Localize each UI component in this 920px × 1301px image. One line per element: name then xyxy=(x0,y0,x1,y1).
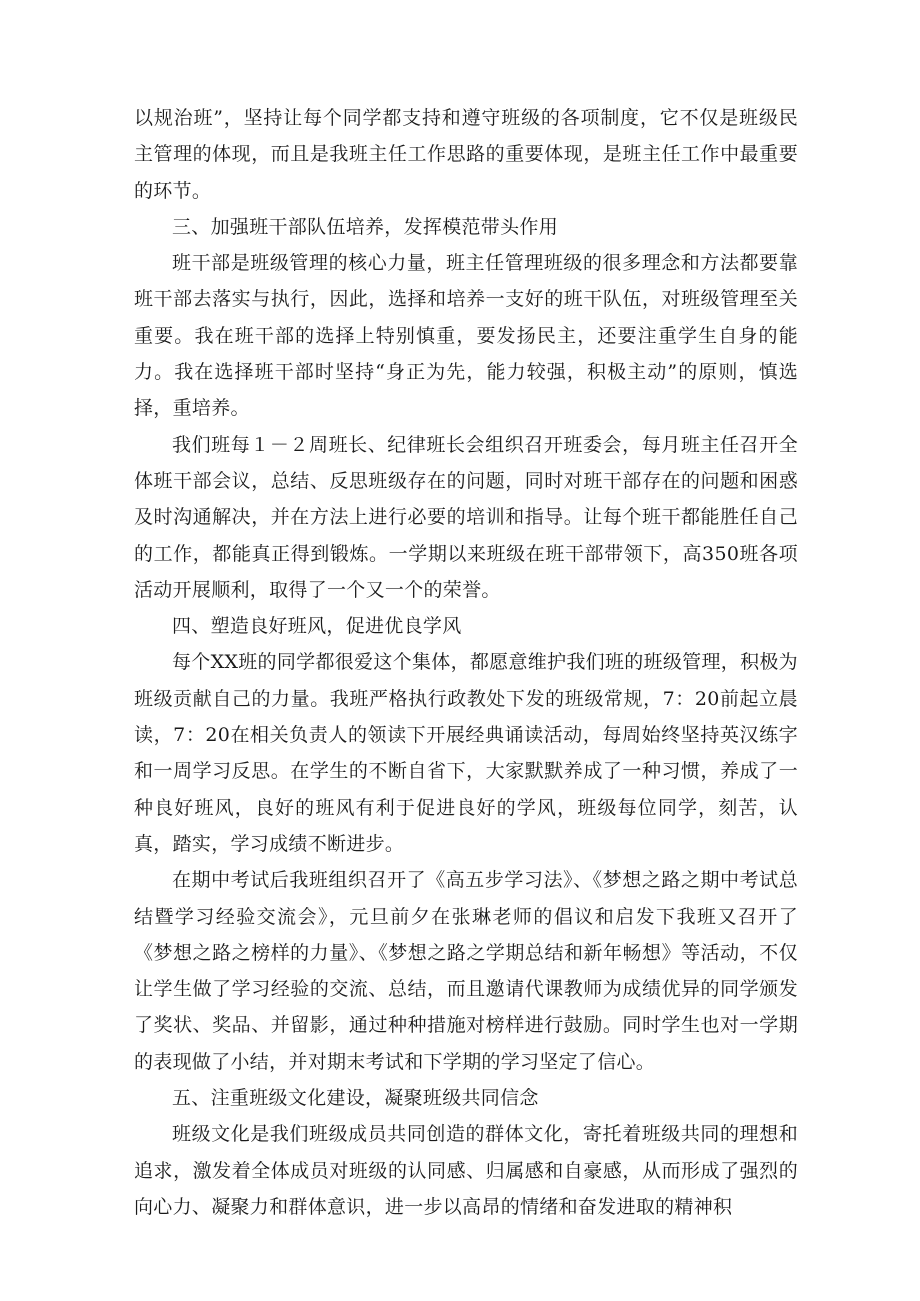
section-heading-four: 四、塑造良好班风，促进优良学风 xyxy=(172,615,462,638)
paragraph-class-cadre-core: 班干部是班级管理的核心力量，班主任管理班级的很多理念和方法都要靠班干部去落实与执行，因此，选择和培养一支好的班干队伍，对班级管理至关重要。我在班干部的选择上特别慎重，要发扬民主，还要注重学生自身的能力。我在选择班干部时坚持“身正为先，能力较强，积极主动”的原则，慎选择，重培养。 xyxy=(134,252,798,420)
paragraph-class-meetings: 我们班每１－２周班长、纪律班长会组织召开班委会，每月班主任召开全体班干部会议，总结、反思班级存在的问题，同时对班干部存在的问题和困惑及时沟通解决，并在方法上进行必要的培训和指导。让每个班干都能胜任自己的工作，都能真正得到锻炼。一学期以来班级在班干部带领下，高350班各项活动开展顺利，取得了一个又一个的荣誉。 xyxy=(134,433,798,601)
section-heading-three: 三、加强班干部队伍培养，发挥模范带头作用 xyxy=(172,215,559,238)
paragraph-activities: 在期中考试后我班组织召开了《高五步学习法》、《梦想之路之期中考试总结暨学习经验交流会》，元旦前夕在张琳老师的倡议和启发下我班又召开了《梦想之路之榜样的力量》、《梦想之路之学期总结和新年畅想》等活动，不仅让学生做了学习经验的交流、总结，而且邀请代课教师为成绩优异的同学颁发了奖状、奖品、并留影，通过种种措施对榜样进行鼓励。同时学生也对一学期的表现做了小结，并对期末考试和下学期的学习坚定了信心。 xyxy=(134,869,798,1073)
paragraph-continuation: 以规治班”，坚持让每个同学都支持和遵守班级的各项制度，它不仅是班级民主管理的体现，而且是我班主任工作思路的重要体现，是班主任工作中最重要的环节。 xyxy=(134,107,798,202)
paragraph-class-style: 每个XX班的同学都很爱这个集体，都愿意维护我们班的班级管理，积极为班级贡献自己的力量。我班严格执行政教处下发的班级常规，7：20前起立晨读，7：20在相关负责人的领读下开展经典诵读活动，每周始终坚持英汉练字和一周学习反思。在学生的不断自省下，大家默默养成了一种习惯，养成了一种良好班风，良好的班风有利于促进良好的学风，班级每位同学，刻苦，认真，踏实，学习成绩不断进步。 xyxy=(134,651,798,855)
document-body xyxy=(134,100,798,1225)
section-heading-five: 五、注重班级文化建设，凝聚班级共同信念 xyxy=(172,1087,539,1110)
paragraph-class-culture: 班级文化是我们班级成员共同创造的群体文化，寄托着班级共同的理想和追求，激发着全体成员对班级的认同感、归属感和自豪感，从而形成了强烈的向心力、凝聚力和群体意识，进一步以高昂的情绪和奋发进取的精神积 xyxy=(134,1123,798,1218)
